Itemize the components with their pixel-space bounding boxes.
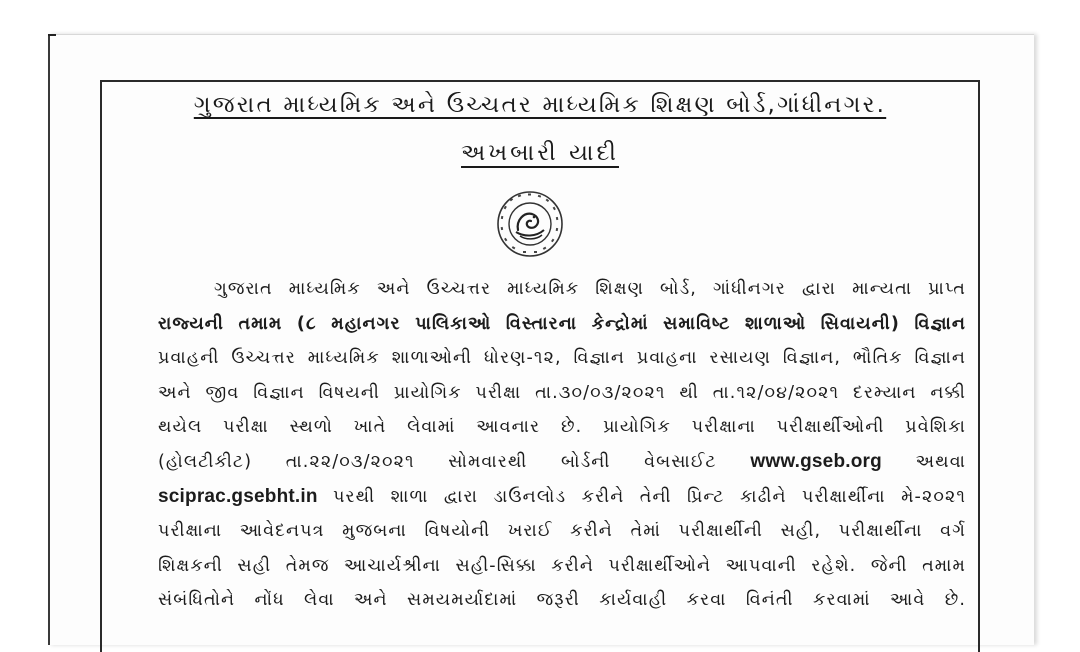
body-text-segment: (હોલટીકીટ) તા.૨૨/૦૩/૨૦૨૧ સોમવારથી બોર્ડની વેબસાઈટ — [158, 451, 717, 472]
body-text-segment: અથવા — [915, 451, 966, 472]
swan-emblem-seal-icon — [496, 190, 564, 258]
body-line: પરીક્ષાના આવેદનપત્ર મુજબના વિષયોની ખરાઈ કરીને તેમાં પરીક્ષાર્થીની સહી, પરીક્ષાર્થીના વર્ગ — [158, 521, 966, 542]
body-text-segment: પરથી શાળા દ્વારા ડાઉનલોડ કરીને તેની પ્રિન્ટ કાઢીને પરીક્ષાર્થીના મે-૨૦૨૧ — [333, 486, 966, 507]
body-line: થયેલ પરીક્ષા સ્થળો ખાતે લેવામાં આવનાર છે. પ્રાયોગિક પરીક્ષાના પરીક્ષાર્થીઓની પ્રવેશિકા — [158, 417, 966, 438]
body-line: ગુજરાત માધ્યમિક અને ઉચ્ચત્તર માધ્યમિક શિક્ષણ બોર્ડ, ગાંધીનગર દ્વારા માન્યતા પ્રાપ્ત — [214, 279, 966, 299]
press-release-frame — [100, 80, 980, 652]
body-line: સંબંધિતોને નોંધ લેવા અને સમયમર્યાદામાં જરૂરી કાર્યવાહી કરવા વિનંતી કરવામાં આવે છે. — [158, 590, 966, 611]
scan-corner-mark — [48, 34, 56, 36]
website-link: sciprac.gsebht.in — [158, 485, 318, 507]
body-line: શિક્ષકની સહી તેમજ આચાર્યશ્રીના સહી-સિક્કા કરીને પરીક્ષાર્થીઓને આપવાની રહેશે. જેની તમામ — [158, 555, 966, 576]
board-title: ગુજરાત માધ્યમિક અને ઉચ્ચતર માધ્યમિક શિક્ષણ બોર્ડ,ગાંધીનગર. — [193, 92, 887, 118]
body-line — [158, 445, 966, 480]
body-line: અને જીવ વિજ્ઞાન વિષયની પ્રાયોગિક પરીક્ષા તા.૩૦/૦૩/૨૦૨૧ થી તા.૧૨/૦૪/૨૦૨૧ દરમ્યાન નક્કી — [158, 382, 966, 403]
press-release-heading: અખબારી યાદી — [461, 140, 619, 166]
body-line: પ્રવાહની ઉચ્ચત્તર માધ્યમિક શાળાઓની ધોરણ-૧૨, વિજ્ઞાન પ્રવાહના રસાયણ વિજ્ઞાન, ભૌતિક વિજ્ઞાન — [158, 348, 966, 369]
press-release-body — [158, 272, 966, 618]
body-line — [158, 480, 966, 515]
website-link: www.gseb.org — [750, 450, 882, 472]
body-line: રાજ્યની તમામ (૮ મહાનગર પાલિકાઓ વિસ્તારના કેન્દ્રોમાં સમાવિષ્ટ શાળાઓ સિવાયની) વિજ્ઞાન — [158, 313, 966, 334]
